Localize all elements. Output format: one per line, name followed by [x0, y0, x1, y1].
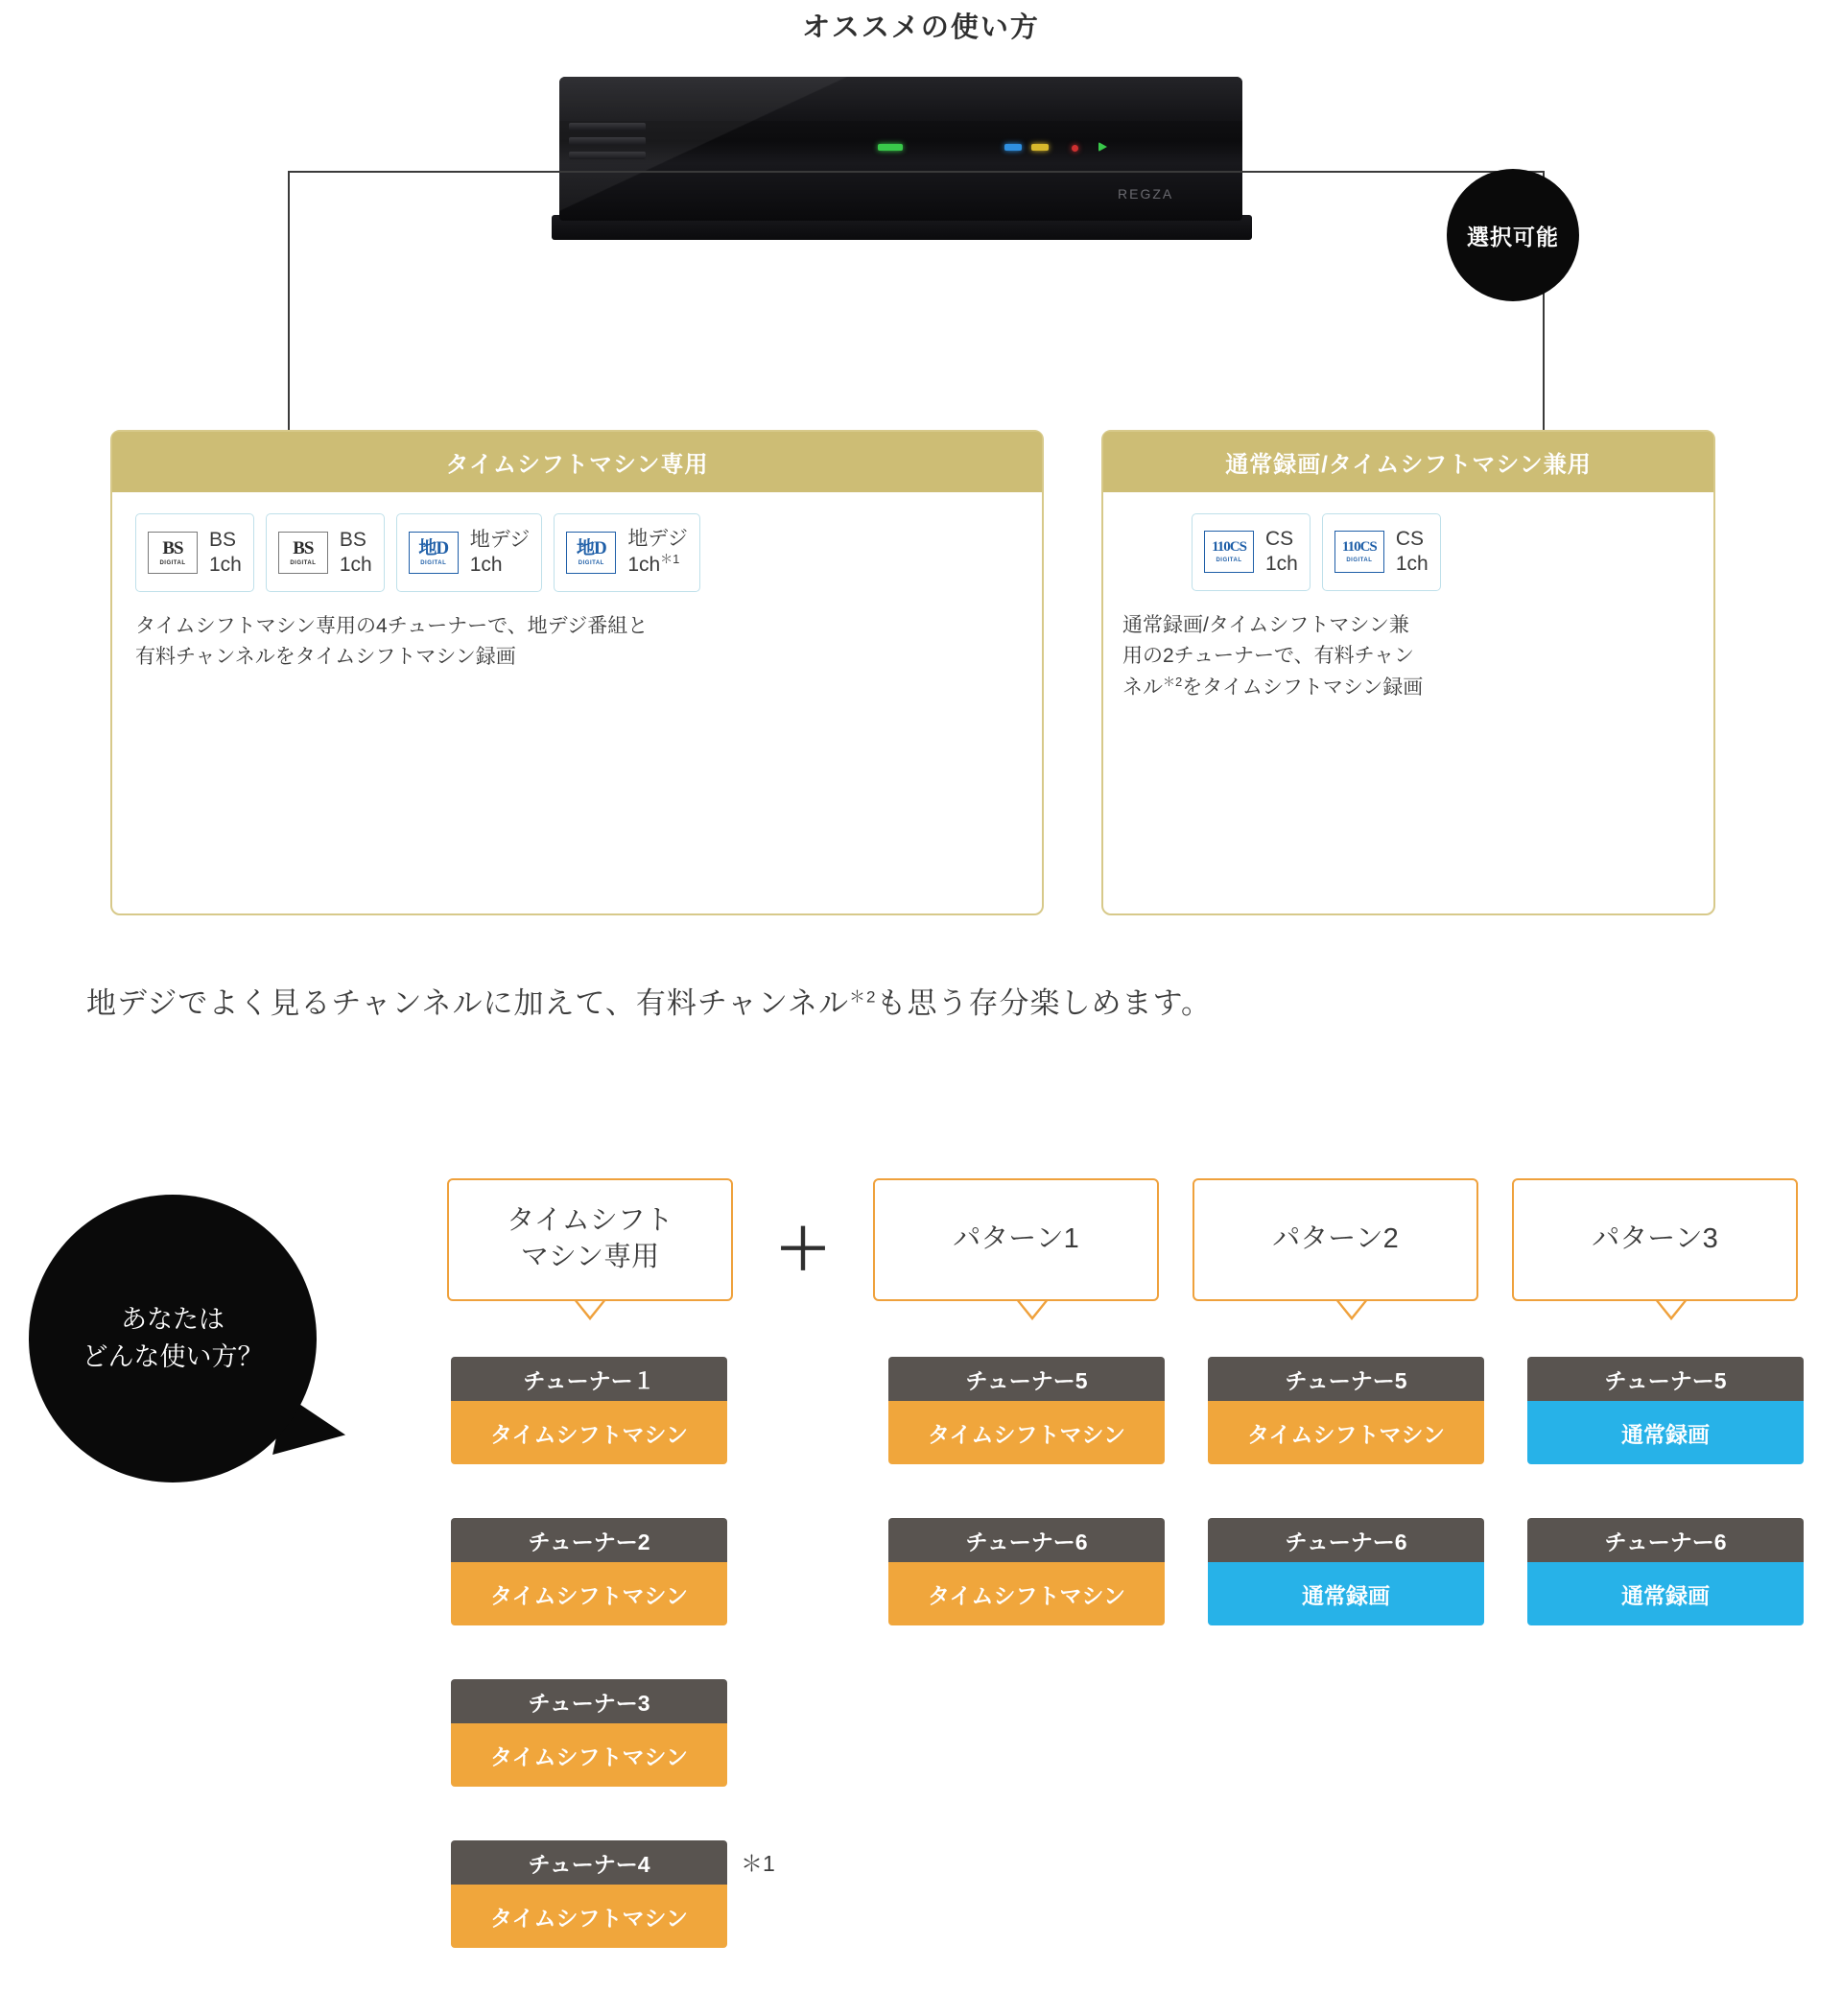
- panel-1-header: タイムシフトマシン専用: [112, 432, 1042, 492]
- chip-bs-2-text: BS 1ch: [339, 528, 372, 576]
- column-2-arrow-inner-icon: [1020, 1301, 1045, 1316]
- led-yellow-icon: [1031, 144, 1049, 151]
- bs-digital-logo-icon: BS DIGITAL: [278, 532, 328, 574]
- plus-sign: ＋: [775, 1219, 832, 1281]
- column-4-arrow-inner-icon: [1659, 1301, 1684, 1316]
- tuner-label-5-p1: チューナー5: [888, 1357, 1165, 1401]
- footnote-mark-3: ＊2: [849, 987, 877, 1007]
- tuner-mode-2: タイムシフトマシン: [451, 1562, 727, 1625]
- column-header-pattern-3: パターン3: [1512, 1178, 1798, 1301]
- tuner-mode-6-p3: 通常録画: [1527, 1562, 1804, 1625]
- connector-horizontal: [288, 171, 1545, 173]
- connector-left-vertical: [288, 171, 290, 432]
- chideji-digital-logo-icon: 地D DIGITAL: [566, 532, 616, 574]
- tuner-label-5-p2: チューナー5: [1208, 1357, 1484, 1401]
- panel-2-header: 通常録画/タイムシフトマシン兼用: [1103, 432, 1713, 492]
- recorder-device-illustration: [552, 69, 1252, 247]
- led-green-icon: [878, 144, 903, 151]
- chip-bs-1: [135, 513, 254, 592]
- tuner-label-6-p2: チューナー6: [1208, 1518, 1484, 1562]
- panel-normal-timeshift-shared: [1101, 430, 1715, 915]
- panel-timeshift-dedicated: [110, 430, 1044, 915]
- lead-sentence: 地デジでよく見るチャンネルに加えて、有料チャンネル$^{*2}$も思う存分楽しめます。: [86, 986, 1213, 1020]
- tuner-label-6-p3: チューナー6: [1527, 1518, 1804, 1562]
- tuner-mode-6-p2: 通常録画: [1208, 1562, 1484, 1625]
- chip-chideji-2-text: 地デジ $1ch^{*1}$: [627, 528, 688, 577]
- chip-chideji-1-text: 地デジ 1ch: [469, 528, 531, 576]
- footnote-mark-1: ＊1: [660, 552, 680, 567]
- panel-1-note: タイムシフトマシン専用の4チューナーで、地デジ番組と 有料チャンネルをタイムシフトマシン録画: [135, 614, 649, 669]
- panel-2-body: [1103, 492, 1713, 723]
- tuner-label-2: チューナー2: [451, 1518, 727, 1562]
- selectable-badge: 選択可能: [1447, 169, 1579, 301]
- tuner-4-footnote-mark: ＊1: [741, 1851, 775, 1876]
- tuner-mode-5-p1: タイムシフトマシン: [888, 1401, 1165, 1464]
- tuner-label-1: チューナー１: [451, 1357, 727, 1401]
- panel-2-chip-list: [1192, 513, 1690, 591]
- tuner-mode-3: タイムシフトマシン: [451, 1723, 727, 1787]
- tuner-mode-6-p1: タイムシフトマシン: [888, 1562, 1165, 1625]
- led-red-icon: [1072, 145, 1078, 152]
- cs110-digital-logo-icon: 110CS DIGITAL: [1334, 531, 1384, 573]
- tuner-mode-5-p3: 通常録画: [1527, 1401, 1804, 1464]
- chip-cs-1-text: CS 1ch: [1265, 528, 1298, 576]
- page-title: オススメの使い方: [802, 12, 1040, 43]
- panel-1-chip-list: [135, 513, 1019, 592]
- chip-cs-2-text: CS 1ch: [1395, 528, 1429, 576]
- device-vent-bars: [569, 123, 646, 173]
- chip-chideji-2: [554, 513, 700, 592]
- tuner-label-3: チューナー3: [451, 1679, 727, 1723]
- device-brand-logo: REGZA: [1118, 186, 1174, 202]
- tuner-mode-1: タイムシフトマシン: [451, 1401, 727, 1464]
- chip-bs-1-text: BS 1ch: [209, 528, 242, 576]
- chip-bs-2: [266, 513, 385, 592]
- column-header-pattern-2: パターン2: [1193, 1178, 1478, 1301]
- chip-chideji-1: [396, 513, 543, 592]
- tuner-label-5-p3: チューナー5: [1527, 1357, 1804, 1401]
- cs110-digital-logo-icon: 110CS DIGITAL: [1204, 531, 1254, 573]
- footnote-mark-2: ＊2: [1163, 674, 1183, 689]
- column-1-arrow-inner-icon: [578, 1301, 602, 1316]
- led-blue-icon: [1004, 144, 1022, 151]
- bs-digital-logo-icon: BS DIGITAL: [148, 532, 198, 574]
- panel-1-body: [112, 492, 1042, 693]
- chideji-digital-logo-icon: 地D DIGITAL: [409, 532, 459, 574]
- chip-cs-2: [1322, 513, 1441, 591]
- led-play-icon: [1098, 142, 1107, 152]
- chip-cs-1: [1192, 513, 1311, 591]
- column-header-pattern-1: パターン1: [873, 1178, 1159, 1301]
- tuner-mode-5-p2: タイムシフトマシン: [1208, 1401, 1484, 1464]
- speech-bubble-question: あなたは どんな使い方？: [29, 1195, 317, 1482]
- tuner-label-4: チューナー4: [451, 1840, 727, 1885]
- tuner-mode-4: タイムシフトマシン: [451, 1885, 727, 1948]
- column-3-arrow-inner-icon: [1339, 1301, 1364, 1316]
- panel-2-note: 通常録画/タイムシフトマシン兼 用の2チューナーで、有料チャン ネル$^{*2}$をタイムシフトマシン録画: [1122, 613, 1424, 699]
- column-header-timeshift-dedicated: タイムシフト マシン専用: [447, 1178, 733, 1301]
- tuner-label-6-p1: チューナー6: [888, 1518, 1165, 1562]
